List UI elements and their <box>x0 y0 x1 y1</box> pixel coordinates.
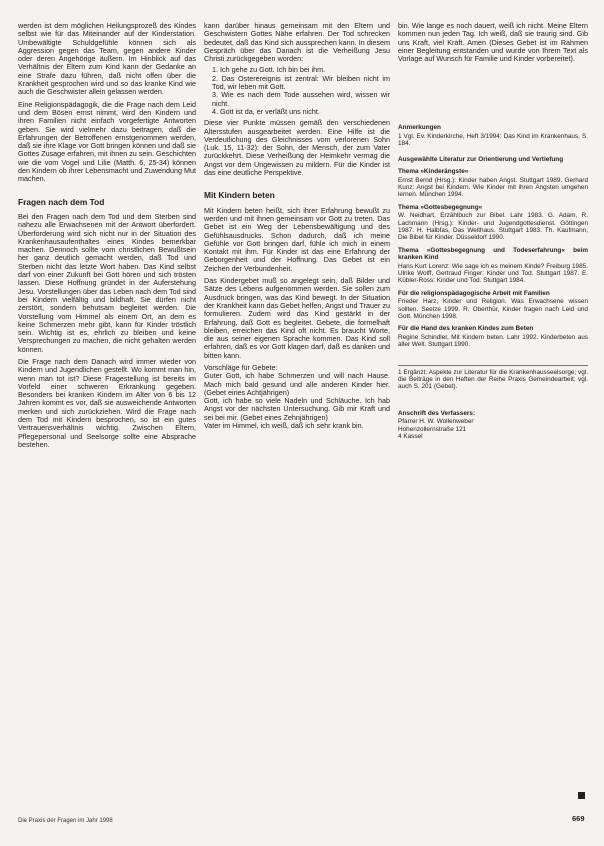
literature-section-title: Thema »Gottesbegegnung und Todeserfahrung« beim kranken Kind <box>398 246 588 262</box>
paragraph: Vorschläge für Gebete: <box>204 362 278 372</box>
footnote-divider <box>398 365 588 366</box>
paragraph: Das Kindergebet muß so angelegt sein, daß Bilder und Sätze des Lebens aufgenommen werden. Sie sollen zum Ausdruck bringen, was das Kind bewegt. In der Situation der Krankheit kann das Gebet helfen, Angst und Trauer zu formulieren. Zudem wird das Kind gestärkt in der Erfahrung, daß Gott es begleitet. Gebete, die formelhaft bleiben, erreichen das Kind oft nicht. Es braucht Worte, die aus seiner eigenen Sprache kommen. Das Kind soll erfahren, daß es vor Gott klagen darf, daß es danken und bitten kann. <box>204 276 390 360</box>
column-left <box>18 22 196 449</box>
column-middle <box>204 22 390 430</box>
page-number: 669 <box>572 814 585 823</box>
literature-section-title: Thema »Kinderängste« <box>398 168 469 176</box>
note-item: 1 Vgl. Ev. Kinderkirche, Heft 3/1994; Das Kind im Krankenhaus, S. 184. <box>398 132 588 148</box>
list-item: 1. Ich gehe zu Gott. Ich bin bei ihm. <box>212 65 326 75</box>
author-line: 4 Kassel <box>398 433 423 441</box>
notes-block <box>398 124 588 348</box>
paragraph: werden ist dem möglichen Heilungsprozeß des Kindes selbst wie für das Miteinander auf der Kinderstation. Umbewältigte Schuldgefühle können sich als Aggression gegen das Team, gegen andere Kinder oder deren Angehörige äußern. Im Hinblick auf das Verhältnis der Eltern zum Kind kann der Gedanke an eine Strafe dazu führen, daß nicht offen über die Krankheit gesprochen wird und so das kranke Kind wie auch die Geschwister allein gelassen werden. <box>18 21 196 97</box>
literature-title: Ausgewählte Literatur zur Orientierung und Vertiefung <box>398 155 564 163</box>
paragraph: Mit Kindern beten heißt, sich ihrer Erfahrung bewußt zu werden und mit ihnen gemeinsam vor Gott zu treten. Das Gebet ist ein Weg der Lebensbewältigung und des Gefühlsausdrucks. Schon dadurch, daß ich meine Gefühle vor Gott bringen darf, fühle ich mich in einem Kontakt mit ihm. Für Kinder ist das eine Erfahrung der Geborgenheit und der Hoffnung. Das Gebet ist ein Zeichen der Verbundenheit. <box>204 205 390 273</box>
notes-title: Anmerkungen <box>398 124 441 132</box>
paragraph: Eine Religionspädagogik, die die Frage nach dem Leid und dem Bösen ernst nimmt, wird den Kindern und ihren Familien nicht einfach vorgefertigte Antworten geben. Sie wird vielmehr dazu beitragen, daß die Erfahrungen der Betroffenen ernstgenommen werden, daß sie ihre Klage vor Gott bringen können und daß sie Gottes Zusage erfahren, mit ihnen zu sein. Geschichten wie die vom Vogel und Lilie (Matth. 6, 25-34) können den Kindern ob ihrer Lebensmacht und Zuwendung Mut machen. <box>18 99 196 184</box>
paragraph: Diese vier Punkte müssen gemäß den verschiedenen Altersstufen ausgearbeitet werden. Eine Hilfe ist die Verdeutlichung des Gleichnisses vom verlorenen Sohn (Luk. 15, 11-32): der Sohn, der Mensch, der zum Vater zurückkehrt. Diese Verheißung der Heimkehr vermag die Angst vor dem Ungewissen zu mildern. Für die Kinder ist das eine deutliche Perspektive. <box>204 118 390 178</box>
literature-section-text: Regine Schindler, Mit Kindern beten. Lahr 1992. Kinderbeten aus aller Welt. Stuttgart 1990. <box>398 333 588 349</box>
section-heading-prayer: Mit Kindern beten <box>204 190 275 201</box>
paragraph: bin. Wie lange es noch dauert, weiß ich nicht. Meine Eltern kommen nun jeden Tag. Ich weiß, daß sie traurig sind. Gib uns Kraft, viel Kraft. Amen (Dieses Gebet ist im Rahmen einer Begleitung entstanden und wurde von Ihrem Text als Vorlage auf Wunsch für Familie und Kinder vorbereitet). <box>398 21 588 64</box>
literature-section-text: Hans Kurt Lorenz: Wie sage ich es meinem Kinde? Freiburg 1985. Ulrike Wolff, Gertraud Finger: Kinder und Tod. Stuttgart 1987. E. Kübler-Ross: Kinder und Tod. Stuttgart 1984. <box>398 262 588 285</box>
literature-section-text: Ernst Bernd (Hrsg.): Kinder haben Angst. Stuttgart 1989. Gerhard Kunz: Angst bei Kindern. Wie Kinder mit ihren Ängsten umgehen lernen. München 1994. <box>398 176 588 199</box>
running-footer: Die Praxis der Fragen im Jahr 1998 <box>18 818 113 824</box>
paragraph: Bei den Fragen nach dem Tod und dem Sterben sind nahezu alle Erwachsenen mit der Antwort überfordert. Überforderung wird sich nicht nur in der Situation des Krankenhausaufenthaltes eines Kindes bemerkbar machen. Dennoch sollte vom christlichen Bewußtsein her ganz deutlich gemacht werden, daß Tod und Sterben nicht das letzte Wort haben. Das Kind selbst darf von einer Zukunft bei Gott hören und sich trösten lassen. Diese Hoffnung gründet in der Auferstehung Jesu. Vorstellungen über das Leben nach dem Tod sind bei Kindern vielfältig und bildhaft. Sie dürfen nicht zerstört, sondern behutsam begleitet werden. Die Vorstellung vom Himmel als einem Ort, an dem es keine Schmerzen mehr gibt, kann für Kinder tröstlich sein. Wichtig ist es, ehrlich zu bleiben und keine Versprechungen zu machen, die nicht gehalten werden können. <box>18 211 196 354</box>
literature-section-text: Frieder Harz, Kinder und Religion. Was Erwachsene wissen sollten. Seelze 1999. R. Oberthür, Kinder fragen nach Leid und Gott. München 1998. <box>398 298 588 321</box>
author-title: Anschrift des Verfassers: <box>398 409 476 417</box>
footnote: 1 Ergänzt: Aspekte zur Literatur für die Krankenhausseelsorge; vgl. die Beiträge in den Heften der Reihe Praxis Gemeindearbeit; vgl. auch S. 201 (Gebet). <box>398 368 588 391</box>
author-address <box>398 410 588 441</box>
list-item: 2. Das Osterereignis ist zentral: Wir bleiben nicht im Tod, wir leben mit Gott. <box>212 73 390 92</box>
literature-section-text: W. Neidhart, Erzählbuch zur Bibel. Lahr 1983. G. Adam, R. Lachmann (Hrsg.): Kinder- und Jugendgottesdienst. Göttingen 1987. H. Halbfas, Das Welthaus. Stuttgart 1983. Th. Kaufmann, Die Bibel für Kinder. Düsseldorf 1990. <box>398 212 588 242</box>
paragraph: kann darüber hinaus gemeinsam mit den Eltern und Geschwistern Gottes Nähe erfahren. Der Tod schrecken bedeutet, daß das Kind sich aussprechen kann. In diesem Gespräch über das Danach ist die Verheißung Jesu Christi zurückgegeben worden: <box>204 21 390 64</box>
author-line: Hohenzollernstraße 121 <box>398 425 467 433</box>
list-item: 4. Gott ist da, er verläßt uns nicht. <box>212 106 320 116</box>
list-item: 3. Wie es nach dem Tode aussehen wird, wissen wir nicht. <box>212 90 390 108</box>
paragraph: Die Frage nach dem Danach wird immer wieder von Kindern und Jugendlichen gestellt. Wo kommt man hin, wenn man tot ist? Diese Fragestellung ist bereits im Vorfeld einer schweren Erkrankung gegeben. Besonders bei kranken Kindern im Alter von 6 bis 12 Jahren kommt es vor, daß sie ausweichende Antworten merken und sich zurückziehen. Wird die Frage nach dem Tod mit Kindern besprochen, so ist ein gutes Vertrauensverhältnis wichtig. Zwischen Eltern, Pflegepersonal und Seelsorge sollte eine Absprache bestehen. <box>18 356 196 449</box>
literature-section-title: Für die religionspädagogische Arbeit mit Familien <box>398 289 550 297</box>
paragraph: Vater im Himmel, ich weiß, daß ich sehr krank bin. <box>204 421 364 431</box>
author-line: Pfarrer H. W. Wollenweber <box>398 418 474 426</box>
literature-section-title: Für die Hand des kranken Kindes zum Beten <box>398 325 534 333</box>
paragraph: Gott, ich habe so viele Nadeln und Schläuche. Ich hab Angst vor der nächsten Untersuchung. Gib mir Kraft und sei bei mir. (Gebet eines Zehnjährigen) <box>204 396 390 422</box>
numbered-list <box>204 66 390 116</box>
end-of-article-marker <box>578 792 585 799</box>
section-heading-death: Fragen nach dem Tod <box>18 196 105 207</box>
literature-section-title: Thema »Gottesbegegnung« <box>398 203 483 211</box>
paragraph: Guter Gott, ich habe Schmerzen und will nach Hause. Mach mich bald gesund und alle anderen Kinder hier. (Gebet eines Achtjährigen) <box>204 371 390 397</box>
column-right <box>398 22 588 440</box>
